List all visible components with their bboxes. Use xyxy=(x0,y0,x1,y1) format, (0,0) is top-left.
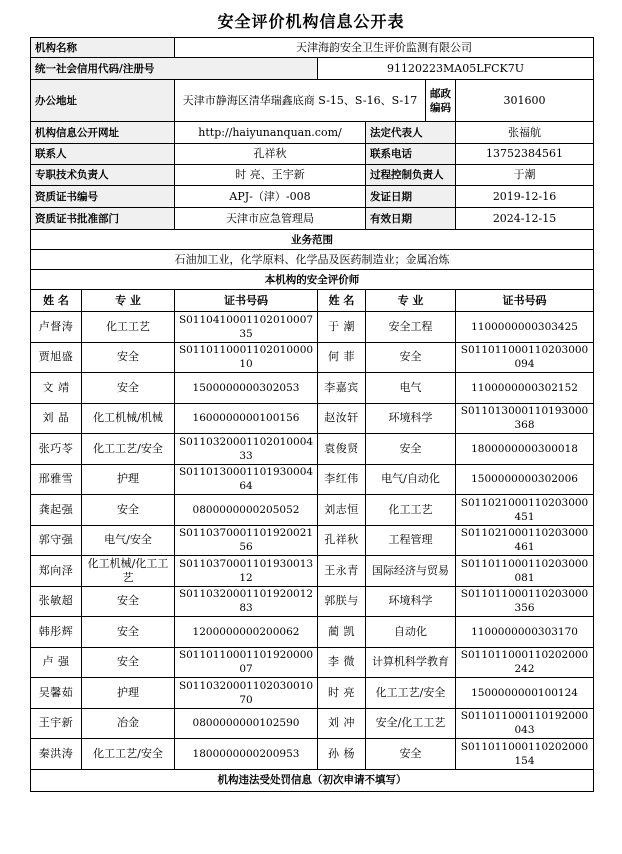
evaluator-name: 吴馨茹 xyxy=(31,678,82,709)
row-cert-no xyxy=(31,186,594,208)
evaluator-name: 文 靖 xyxy=(31,373,82,404)
evaluator-major: 安全 xyxy=(82,495,175,526)
evaluator-major: 安全 xyxy=(82,586,175,617)
evaluator-name: 张巧苓 xyxy=(31,434,82,465)
evaluators-header-row xyxy=(31,290,594,312)
evaluator-row xyxy=(31,525,594,556)
evaluator-cert-no: 1100000000303170 xyxy=(456,617,594,648)
col-header-cert-1: 证书号码 xyxy=(175,290,318,312)
evaluator-major: 化工工艺 xyxy=(82,312,175,343)
evaluator-cert-no: S011011000110203000081 xyxy=(456,556,594,587)
row-evaluators-heading xyxy=(31,270,594,290)
evaluator-cert-no: 1500000000100124 xyxy=(456,678,594,709)
col-header-major-2: 专 业 xyxy=(366,290,456,312)
evaluator-row xyxy=(31,556,594,587)
evaluator-cert-no: S011032000110201000433 xyxy=(175,434,318,465)
evaluator-name: 刘 冲 xyxy=(318,708,366,739)
evaluator-cert-no: S011011000110203000094 xyxy=(456,342,594,373)
evaluator-name: 卢督涛 xyxy=(31,312,82,343)
evaluator-cert-no: 1500000000302053 xyxy=(175,373,318,404)
process-lead-label: 过程控制负责人 xyxy=(366,165,456,186)
evaluator-name: 贾旭盛 xyxy=(31,342,82,373)
evaluator-cert-no: S011011000110202000242 xyxy=(456,647,594,678)
evaluator-name: 郑向泽 xyxy=(31,556,82,587)
evaluator-cert-no: S011013000110193000464 xyxy=(175,464,318,495)
evaluator-name: 袁俊贤 xyxy=(318,434,366,465)
evaluator-major: 环境科学 xyxy=(366,586,456,617)
evaluator-name: 王永青 xyxy=(318,556,366,587)
evaluator-name: 刘志恒 xyxy=(318,495,366,526)
website-label: 机构信息公开网址 xyxy=(31,122,175,144)
evaluator-cert-no: S011021000110203000451 xyxy=(456,495,594,526)
evaluator-row xyxy=(31,434,594,465)
col-header-cert-2: 证书号码 xyxy=(456,290,594,312)
evaluator-cert-no: S011013000110193000368 xyxy=(456,403,594,434)
evaluators-heading: 本机构的安全评价师 xyxy=(31,270,594,290)
evaluator-cert-no: S011037000110193001312 xyxy=(175,556,318,587)
tech-lead-value: 时 亮、王宇新 xyxy=(175,165,366,186)
cert-no-label: 资质证书编号 xyxy=(31,186,175,208)
evaluator-row xyxy=(31,312,594,343)
evaluator-row xyxy=(31,464,594,495)
evaluator-major: 安全 xyxy=(366,739,456,770)
evaluator-row xyxy=(31,617,594,648)
evaluator-cert-no: S011011000110192000043 xyxy=(456,708,594,739)
website-value[interactable]: http://haiyunanquan.com/ xyxy=(175,122,366,144)
evaluator-major: 自动化 xyxy=(366,617,456,648)
evaluator-row xyxy=(31,373,594,404)
evaluator-major: 化工机械/机械 xyxy=(82,403,175,434)
evaluator-name: 卢 强 xyxy=(31,647,82,678)
evaluator-major: 计算机科学教育 xyxy=(366,647,456,678)
row-approval-dept xyxy=(31,208,594,230)
evaluator-major: 国际经济与贸易 xyxy=(366,556,456,587)
legal-rep-label: 法定代表人 xyxy=(366,122,456,144)
phone-label: 联系电话 xyxy=(366,144,456,165)
evaluator-row xyxy=(31,495,594,526)
evaluator-cert-no: S011032000110203001070 xyxy=(175,678,318,709)
evaluator-major: 安全 xyxy=(366,342,456,373)
evaluator-cert-no: S011011000110203000356 xyxy=(456,586,594,617)
evaluator-major: 安全 xyxy=(82,373,175,404)
evaluator-cert-no: 1100000000302152 xyxy=(456,373,594,404)
penalty-heading: 机构违法受处罚信息（初次申请不填写） xyxy=(31,769,594,791)
credit-code-label: 统一社会信用代码/注册号 xyxy=(31,58,318,80)
evaluator-name: 孙 杨 xyxy=(318,739,366,770)
evaluator-cert-no: 1800000000300018 xyxy=(456,434,594,465)
evaluator-name: 时 亮 xyxy=(318,678,366,709)
evaluator-major: 冶金 xyxy=(82,708,175,739)
evaluator-major: 化工工艺/安全 xyxy=(366,678,456,709)
evaluator-cert-no: S011011000110192000007 xyxy=(175,647,318,678)
evaluator-name: 于 潮 xyxy=(318,312,366,343)
evaluator-major: 安全 xyxy=(366,434,456,465)
row-contact xyxy=(31,144,594,165)
evaluator-row xyxy=(31,708,594,739)
row-scope-text xyxy=(31,250,594,270)
evaluator-cert-no: 1600000000100156 xyxy=(175,403,318,434)
evaluator-cert-no: S011011000110201000010 xyxy=(175,342,318,373)
col-header-name-1: 姓 名 xyxy=(31,290,82,312)
legal-rep-value: 张福航 xyxy=(456,122,594,144)
col-header-name-2: 姓 名 xyxy=(318,290,366,312)
valid-until-label: 有效日期 xyxy=(366,208,456,230)
evaluator-major: 环境科学 xyxy=(366,403,456,434)
evaluator-row xyxy=(31,586,594,617)
postcode-label: 邮政编码 xyxy=(426,80,456,122)
page-title: 安全评价机构信息公开表 xyxy=(217,12,405,31)
evaluator-major: 护理 xyxy=(82,678,175,709)
evaluator-name: 何 菲 xyxy=(318,342,366,373)
phone-value: 13752384561 xyxy=(456,144,594,165)
evaluator-name: 秦洪涛 xyxy=(31,739,82,770)
evaluator-name: 韩彤辉 xyxy=(31,617,82,648)
scope-heading: 业务范围 xyxy=(31,230,594,250)
evaluator-name: 李红伟 xyxy=(318,464,366,495)
address-label: 办公地址 xyxy=(31,80,175,122)
evaluator-major: 电气 xyxy=(366,373,456,404)
evaluator-cert-no: S011021000110203000461 xyxy=(456,525,594,556)
evaluator-cert-no: 1100000000303425 xyxy=(456,312,594,343)
evaluator-cert-no: S011032000110192001283 xyxy=(175,586,318,617)
evaluator-cert-no: 1500000000302006 xyxy=(456,464,594,495)
evaluator-major: 化工机械/化工工艺 xyxy=(82,556,175,587)
info-table xyxy=(30,37,594,792)
evaluator-name: 蔺 凯 xyxy=(318,617,366,648)
evaluator-cert-no: S011041000110201000735 xyxy=(175,312,318,343)
evaluator-row xyxy=(31,739,594,770)
row-tech-lead xyxy=(31,165,594,186)
scope-text: 石油加工业，化学原料、化学品及医药制造业；金属冶炼 xyxy=(31,250,594,270)
evaluator-major: 工程管理 xyxy=(366,525,456,556)
evaluator-major: 化工工艺 xyxy=(366,495,456,526)
org-name-value: 天津海韵安全卫生评价监测有限公司 xyxy=(175,38,594,58)
row-website xyxy=(31,122,594,144)
evaluator-name: 王宇新 xyxy=(31,708,82,739)
evaluator-name: 李嘉宾 xyxy=(318,373,366,404)
postcode-value: 301600 xyxy=(456,80,594,122)
evaluator-cert-no: S011011000110202000154 xyxy=(456,739,594,770)
cert-no-value: APJ-（津）-008 xyxy=(175,186,366,208)
evaluator-major: 护理 xyxy=(82,464,175,495)
evaluator-name: 郭朕与 xyxy=(318,586,366,617)
evaluator-cert-no: S011037000110192002156 xyxy=(175,525,318,556)
issue-date-value: 2019-12-16 xyxy=(456,186,594,208)
evaluator-major: 电气/安全 xyxy=(82,525,175,556)
evaluator-cert-no: 0800000000102590 xyxy=(175,708,318,739)
evaluator-major: 化工工艺/安全 xyxy=(82,739,175,770)
contact-label: 联系人 xyxy=(31,144,175,165)
process-lead-value: 于潮 xyxy=(456,165,594,186)
evaluator-row xyxy=(31,647,594,678)
approval-dept-value: 天津市应急管理局 xyxy=(175,208,366,230)
evaluator-major: 电气/自动化 xyxy=(366,464,456,495)
org-name-label: 机构名称 xyxy=(31,38,175,58)
valid-until-value: 2024-12-15 xyxy=(456,208,594,230)
evaluator-major: 安全/化工工艺 xyxy=(366,708,456,739)
evaluator-name: 刘 晶 xyxy=(31,403,82,434)
row-scope-heading xyxy=(31,230,594,250)
evaluator-name: 邢雅雪 xyxy=(31,464,82,495)
evaluator-major: 安全 xyxy=(82,647,175,678)
contact-value: 孔祥秋 xyxy=(175,144,366,165)
evaluator-major: 安全 xyxy=(82,342,175,373)
evaluator-row xyxy=(31,342,594,373)
evaluator-name: 李 微 xyxy=(318,647,366,678)
evaluator-name: 张敏超 xyxy=(31,586,82,617)
evaluator-cert-no: 1200000000200062 xyxy=(175,617,318,648)
row-credit-code xyxy=(31,58,594,80)
evaluator-name: 龚起强 xyxy=(31,495,82,526)
evaluator-major: 化工工艺/安全 xyxy=(82,434,175,465)
evaluator-name: 郭守强 xyxy=(31,525,82,556)
credit-code-value: 91120223MA05LFCK7U xyxy=(318,58,594,80)
evaluator-row xyxy=(31,403,594,434)
evaluator-cert-no: 1800000000200953 xyxy=(175,739,318,770)
address-value: 天津市静海区清华瑞鑫底商 S-15、S-16、S-17 xyxy=(175,80,426,122)
tech-lead-label: 专职技术负责人 xyxy=(31,165,175,186)
row-org-name xyxy=(31,38,594,58)
evaluator-cert-no: 0800000000205052 xyxy=(175,495,318,526)
evaluator-row xyxy=(31,678,594,709)
evaluator-name: 孔祥秋 xyxy=(318,525,366,556)
evaluator-major: 安全工程 xyxy=(366,312,456,343)
row-penalty-heading xyxy=(31,769,594,791)
issue-date-label: 发证日期 xyxy=(366,186,456,208)
row-address xyxy=(31,80,594,122)
evaluator-name: 赵汝轩 xyxy=(318,403,366,434)
evaluator-major: 安全 xyxy=(82,617,175,648)
col-header-major-1: 专 业 xyxy=(82,290,175,312)
approval-dept-label: 资质证书批准部门 xyxy=(31,208,175,230)
